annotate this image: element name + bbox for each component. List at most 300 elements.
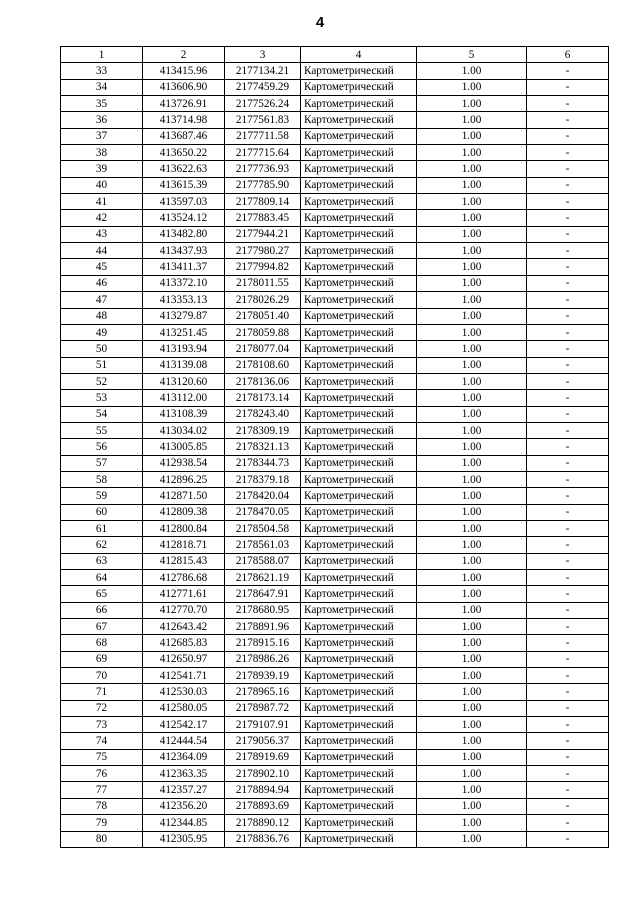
table-row [61, 700, 609, 716]
method-cell: Картометрический [301, 341, 417, 357]
description-cell: - [527, 210, 609, 226]
table-row [61, 749, 609, 765]
method-cell: Картометрический [301, 96, 417, 112]
y-coordinate-cell: 2178309.19 [225, 422, 301, 438]
accuracy-cell: 1.00 [417, 553, 527, 569]
accuracy-cell: 1.00 [417, 243, 527, 259]
x-coordinate-cell: 413622.63 [143, 161, 225, 177]
point-number-cell: 39 [61, 161, 143, 177]
point-number-cell: 40 [61, 177, 143, 193]
accuracy-cell: 1.00 [417, 406, 527, 422]
method-cell: Картометрический [301, 651, 417, 667]
column-header-2: 2 [143, 47, 225, 63]
method-cell: Картометрический [301, 619, 417, 635]
x-coordinate-cell: 412344.85 [143, 815, 225, 831]
method-cell: Картометрический [301, 471, 417, 487]
x-coordinate-cell: 413524.12 [143, 210, 225, 226]
x-coordinate-cell: 412530.03 [143, 684, 225, 700]
table-row [61, 504, 609, 520]
method-cell: Картометрический [301, 194, 417, 210]
description-cell: - [527, 243, 609, 259]
x-coordinate-cell: 413139.08 [143, 357, 225, 373]
description-cell: - [527, 831, 609, 847]
method-cell: Картометрический [301, 570, 417, 586]
table-body [61, 63, 609, 848]
description-cell: - [527, 373, 609, 389]
y-coordinate-cell: 2178902.10 [225, 766, 301, 782]
point-number-cell: 60 [61, 504, 143, 520]
accuracy-cell: 1.00 [417, 308, 527, 324]
description-cell: - [527, 194, 609, 210]
x-coordinate-cell: 412815.43 [143, 553, 225, 569]
method-cell: Картометрический [301, 749, 417, 765]
accuracy-cell: 1.00 [417, 782, 527, 798]
accuracy-cell: 1.00 [417, 586, 527, 602]
table-row [61, 390, 609, 406]
x-coordinate-cell: 413482.80 [143, 226, 225, 242]
description-cell: - [527, 308, 609, 324]
description-cell: - [527, 422, 609, 438]
table-row [61, 782, 609, 798]
method-cell: Картометрический [301, 635, 417, 651]
point-number-cell: 35 [61, 96, 143, 112]
description-cell: - [527, 635, 609, 651]
description-cell: - [527, 717, 609, 733]
accuracy-cell: 1.00 [417, 128, 527, 144]
method-cell: Картометрический [301, 717, 417, 733]
y-coordinate-cell: 2178891.96 [225, 619, 301, 635]
y-coordinate-cell: 2178939.19 [225, 668, 301, 684]
accuracy-cell: 1.00 [417, 815, 527, 831]
accuracy-cell: 1.00 [417, 700, 527, 716]
point-number-cell: 59 [61, 488, 143, 504]
table-row [61, 145, 609, 161]
y-coordinate-cell: 2178136.06 [225, 373, 301, 389]
table-row [61, 651, 609, 667]
table-row [61, 308, 609, 324]
description-cell: - [527, 161, 609, 177]
x-coordinate-cell: 412357.27 [143, 782, 225, 798]
table-row [61, 471, 609, 487]
x-coordinate-cell: 413353.13 [143, 292, 225, 308]
point-number-cell: 72 [61, 700, 143, 716]
y-coordinate-cell: 2178011.55 [225, 275, 301, 291]
y-coordinate-cell: 2177944.21 [225, 226, 301, 242]
x-coordinate-cell: 413112.00 [143, 390, 225, 406]
table-row [61, 733, 609, 749]
accuracy-cell: 1.00 [417, 537, 527, 553]
description-cell: - [527, 96, 609, 112]
description-cell: - [527, 341, 609, 357]
x-coordinate-cell: 412580.05 [143, 700, 225, 716]
method-cell: Картометрический [301, 161, 417, 177]
method-cell: Картометрический [301, 733, 417, 749]
point-number-cell: 77 [61, 782, 143, 798]
x-coordinate-cell: 412541.71 [143, 668, 225, 684]
accuracy-cell: 1.00 [417, 684, 527, 700]
y-coordinate-cell: 2178919.69 [225, 749, 301, 765]
accuracy-cell: 1.00 [417, 275, 527, 291]
description-cell: - [527, 177, 609, 193]
table-row [61, 455, 609, 471]
table-row [61, 373, 609, 389]
page-number: 4 [315, 14, 325, 31]
accuracy-cell: 1.00 [417, 79, 527, 95]
method-cell: Картометрический [301, 798, 417, 814]
method-cell: Картометрический [301, 226, 417, 242]
table-row [61, 177, 609, 193]
point-number-cell: 38 [61, 145, 143, 161]
method-cell: Картометрический [301, 831, 417, 847]
method-cell: Картометрический [301, 684, 417, 700]
table-row [61, 79, 609, 95]
description-cell: - [527, 651, 609, 667]
x-coordinate-cell: 412650.97 [143, 651, 225, 667]
x-coordinate-cell: 413005.85 [143, 439, 225, 455]
method-cell: Картометрический [301, 668, 417, 684]
accuracy-cell: 1.00 [417, 177, 527, 193]
method-cell: Картометрический [301, 782, 417, 798]
method-cell: Картометрический [301, 357, 417, 373]
description-cell: - [527, 145, 609, 161]
coordinates-table [60, 46, 609, 848]
table-row [61, 537, 609, 553]
y-coordinate-cell: 2178173.14 [225, 390, 301, 406]
y-coordinate-cell: 2178379.18 [225, 471, 301, 487]
method-cell: Картометрический [301, 537, 417, 553]
method-cell: Картометрический [301, 766, 417, 782]
x-coordinate-cell: 413108.39 [143, 406, 225, 422]
description-cell: - [527, 259, 609, 275]
x-coordinate-cell: 412542.17 [143, 717, 225, 733]
point-number-cell: 64 [61, 570, 143, 586]
point-number-cell: 46 [61, 275, 143, 291]
description-cell: - [527, 553, 609, 569]
y-coordinate-cell: 2177459.29 [225, 79, 301, 95]
point-number-cell: 55 [61, 422, 143, 438]
x-coordinate-cell: 413437.93 [143, 243, 225, 259]
table-row [61, 112, 609, 128]
description-cell: - [527, 782, 609, 798]
description-cell: - [527, 390, 609, 406]
x-coordinate-cell: 413415.96 [143, 63, 225, 79]
method-cell: Картометрический [301, 243, 417, 259]
y-coordinate-cell: 2178059.88 [225, 324, 301, 340]
table-row [61, 275, 609, 291]
table-row [61, 553, 609, 569]
y-coordinate-cell: 2179056.37 [225, 733, 301, 749]
point-number-cell: 63 [61, 553, 143, 569]
y-coordinate-cell: 2179107.91 [225, 717, 301, 733]
method-cell: Картометрический [301, 553, 417, 569]
table-row [61, 602, 609, 618]
y-coordinate-cell: 2178836.76 [225, 831, 301, 847]
table-row [61, 243, 609, 259]
accuracy-cell: 1.00 [417, 422, 527, 438]
accuracy-cell: 1.00 [417, 651, 527, 667]
method-cell: Картометрический [301, 602, 417, 618]
x-coordinate-cell: 412800.84 [143, 520, 225, 536]
method-cell: Картометрический [301, 439, 417, 455]
point-number-cell: 52 [61, 373, 143, 389]
description-cell: - [527, 766, 609, 782]
description-cell: - [527, 275, 609, 291]
accuracy-cell: 1.00 [417, 717, 527, 733]
table-row [61, 341, 609, 357]
x-coordinate-cell: 412685.83 [143, 635, 225, 651]
accuracy-cell: 1.00 [417, 194, 527, 210]
table-row [61, 259, 609, 275]
table-row [61, 357, 609, 373]
point-number-cell: 44 [61, 243, 143, 259]
x-coordinate-cell: 412363.35 [143, 766, 225, 782]
table-row [61, 210, 609, 226]
method-cell: Картометрический [301, 210, 417, 226]
y-coordinate-cell: 2178893.69 [225, 798, 301, 814]
description-cell: - [527, 586, 609, 602]
point-number-cell: 79 [61, 815, 143, 831]
y-coordinate-cell: 2177134.21 [225, 63, 301, 79]
x-coordinate-cell: 412809.38 [143, 504, 225, 520]
description-cell: - [527, 815, 609, 831]
description-cell: - [527, 700, 609, 716]
method-cell: Картометрический [301, 488, 417, 504]
accuracy-cell: 1.00 [417, 357, 527, 373]
point-number-cell: 37 [61, 128, 143, 144]
point-number-cell: 71 [61, 684, 143, 700]
description-cell: - [527, 406, 609, 422]
table-row [61, 668, 609, 684]
x-coordinate-cell: 413714.98 [143, 112, 225, 128]
accuracy-cell: 1.00 [417, 570, 527, 586]
accuracy-cell: 1.00 [417, 471, 527, 487]
x-coordinate-cell: 413120.60 [143, 373, 225, 389]
table-row [61, 798, 609, 814]
column-header-3: 3 [225, 47, 301, 63]
table-row [61, 96, 609, 112]
method-cell: Картометрический [301, 177, 417, 193]
x-coordinate-cell: 413411.37 [143, 259, 225, 275]
method-cell: Картометрический [301, 63, 417, 79]
x-coordinate-cell: 413279.87 [143, 308, 225, 324]
accuracy-cell: 1.00 [417, 439, 527, 455]
accuracy-cell: 1.00 [417, 324, 527, 340]
point-number-cell: 47 [61, 292, 143, 308]
x-coordinate-cell: 412896.25 [143, 471, 225, 487]
accuracy-cell: 1.00 [417, 733, 527, 749]
accuracy-cell: 1.00 [417, 145, 527, 161]
description-cell: - [527, 79, 609, 95]
y-coordinate-cell: 2177785.90 [225, 177, 301, 193]
description-cell: - [527, 504, 609, 520]
description-cell: - [527, 471, 609, 487]
method-cell: Картометрический [301, 308, 417, 324]
description-cell: - [527, 128, 609, 144]
accuracy-cell: 1.00 [417, 210, 527, 226]
method-cell: Картометрический [301, 406, 417, 422]
x-coordinate-cell: 413726.91 [143, 96, 225, 112]
description-cell: - [527, 749, 609, 765]
y-coordinate-cell: 2178321.13 [225, 439, 301, 455]
x-coordinate-cell: 412364.09 [143, 749, 225, 765]
description-cell: - [527, 570, 609, 586]
table-row [61, 766, 609, 782]
table-row [61, 815, 609, 831]
point-number-cell: 57 [61, 455, 143, 471]
point-number-cell: 80 [61, 831, 143, 847]
table-row [61, 570, 609, 586]
x-coordinate-cell: 412305.95 [143, 831, 225, 847]
y-coordinate-cell: 2177994.82 [225, 259, 301, 275]
table-row [61, 717, 609, 733]
y-coordinate-cell: 2178647.91 [225, 586, 301, 602]
y-coordinate-cell: 2178986.26 [225, 651, 301, 667]
y-coordinate-cell: 2178470.05 [225, 504, 301, 520]
table-row [61, 226, 609, 242]
point-number-cell: 67 [61, 619, 143, 635]
point-number-cell: 53 [61, 390, 143, 406]
column-header-1: 1 [61, 47, 143, 63]
point-number-cell: 56 [61, 439, 143, 455]
accuracy-cell: 1.00 [417, 749, 527, 765]
y-coordinate-cell: 2178344.73 [225, 455, 301, 471]
y-coordinate-cell: 2178420.04 [225, 488, 301, 504]
method-cell: Картометрический [301, 292, 417, 308]
x-coordinate-cell: 413597.03 [143, 194, 225, 210]
y-coordinate-cell: 2178588.07 [225, 553, 301, 569]
table-row [61, 194, 609, 210]
description-cell: - [527, 112, 609, 128]
x-coordinate-cell: 413034.02 [143, 422, 225, 438]
method-cell: Картометрический [301, 422, 417, 438]
accuracy-cell: 1.00 [417, 341, 527, 357]
y-coordinate-cell: 2178108.60 [225, 357, 301, 373]
point-number-cell: 61 [61, 520, 143, 536]
x-coordinate-cell: 412938.54 [143, 455, 225, 471]
method-cell: Картометрический [301, 700, 417, 716]
table-row [61, 128, 609, 144]
y-coordinate-cell: 2177561.83 [225, 112, 301, 128]
description-cell: - [527, 619, 609, 635]
x-coordinate-cell: 413193.94 [143, 341, 225, 357]
method-cell: Картометрический [301, 815, 417, 831]
point-number-cell: 50 [61, 341, 143, 357]
table-row [61, 619, 609, 635]
y-coordinate-cell: 2178890.12 [225, 815, 301, 831]
point-number-cell: 68 [61, 635, 143, 651]
accuracy-cell: 1.00 [417, 161, 527, 177]
y-coordinate-cell: 2178504.58 [225, 520, 301, 536]
point-number-cell: 41 [61, 194, 143, 210]
method-cell: Картометрический [301, 373, 417, 389]
x-coordinate-cell: 413372.10 [143, 275, 225, 291]
point-number-cell: 48 [61, 308, 143, 324]
method-cell: Картометрический [301, 324, 417, 340]
description-cell: - [527, 226, 609, 242]
description-cell: - [527, 439, 609, 455]
x-coordinate-cell: 412871.50 [143, 488, 225, 504]
accuracy-cell: 1.00 [417, 96, 527, 112]
point-number-cell: 42 [61, 210, 143, 226]
accuracy-cell: 1.00 [417, 504, 527, 520]
method-cell: Картометрический [301, 259, 417, 275]
method-cell: Картометрический [301, 520, 417, 536]
method-cell: Картометрический [301, 586, 417, 602]
y-coordinate-cell: 2178051.40 [225, 308, 301, 324]
table-row [61, 520, 609, 536]
description-cell: - [527, 63, 609, 79]
y-coordinate-cell: 2178915.16 [225, 635, 301, 651]
point-number-cell: 58 [61, 471, 143, 487]
y-coordinate-cell: 2178680.95 [225, 602, 301, 618]
accuracy-cell: 1.00 [417, 112, 527, 128]
method-cell: Картометрический [301, 79, 417, 95]
method-cell: Картометрический [301, 390, 417, 406]
description-cell: - [527, 733, 609, 749]
description-cell: - [527, 798, 609, 814]
point-number-cell: 78 [61, 798, 143, 814]
description-cell: - [527, 684, 609, 700]
point-number-cell: 70 [61, 668, 143, 684]
y-coordinate-cell: 2177809.14 [225, 194, 301, 210]
header-row [61, 47, 609, 63]
point-number-cell: 73 [61, 717, 143, 733]
table-row [61, 488, 609, 504]
point-number-cell: 34 [61, 79, 143, 95]
x-coordinate-cell: 412818.71 [143, 537, 225, 553]
description-cell: - [527, 668, 609, 684]
method-cell: Картометрический [301, 455, 417, 471]
column-header-4: 4 [301, 47, 417, 63]
point-number-cell: 51 [61, 357, 143, 373]
point-number-cell: 36 [61, 112, 143, 128]
method-cell: Картометрический [301, 504, 417, 520]
accuracy-cell: 1.00 [417, 831, 527, 847]
x-coordinate-cell: 412356.20 [143, 798, 225, 814]
x-coordinate-cell: 413615.39 [143, 177, 225, 193]
y-coordinate-cell: 2178987.72 [225, 700, 301, 716]
y-coordinate-cell: 2178965.16 [225, 684, 301, 700]
description-cell: - [527, 455, 609, 471]
description-cell: - [527, 324, 609, 340]
point-number-cell: 74 [61, 733, 143, 749]
point-number-cell: 49 [61, 324, 143, 340]
accuracy-cell: 1.00 [417, 798, 527, 814]
x-coordinate-cell: 412771.61 [143, 586, 225, 602]
y-coordinate-cell: 2177883.45 [225, 210, 301, 226]
table-header [61, 47, 609, 63]
method-cell: Картометрический [301, 128, 417, 144]
accuracy-cell: 1.00 [417, 488, 527, 504]
point-number-cell: 75 [61, 749, 143, 765]
accuracy-cell: 1.00 [417, 668, 527, 684]
point-number-cell: 33 [61, 63, 143, 79]
y-coordinate-cell: 2178077.04 [225, 341, 301, 357]
accuracy-cell: 1.00 [417, 292, 527, 308]
y-coordinate-cell: 2177715.64 [225, 145, 301, 161]
description-cell: - [527, 520, 609, 536]
x-coordinate-cell: 413687.46 [143, 128, 225, 144]
point-number-cell: 66 [61, 602, 143, 618]
accuracy-cell: 1.00 [417, 766, 527, 782]
column-header-5: 5 [417, 47, 527, 63]
table-row [61, 292, 609, 308]
x-coordinate-cell: 413650.22 [143, 145, 225, 161]
description-cell: - [527, 488, 609, 504]
point-number-cell: 62 [61, 537, 143, 553]
table-row [61, 586, 609, 602]
accuracy-cell: 1.00 [417, 259, 527, 275]
